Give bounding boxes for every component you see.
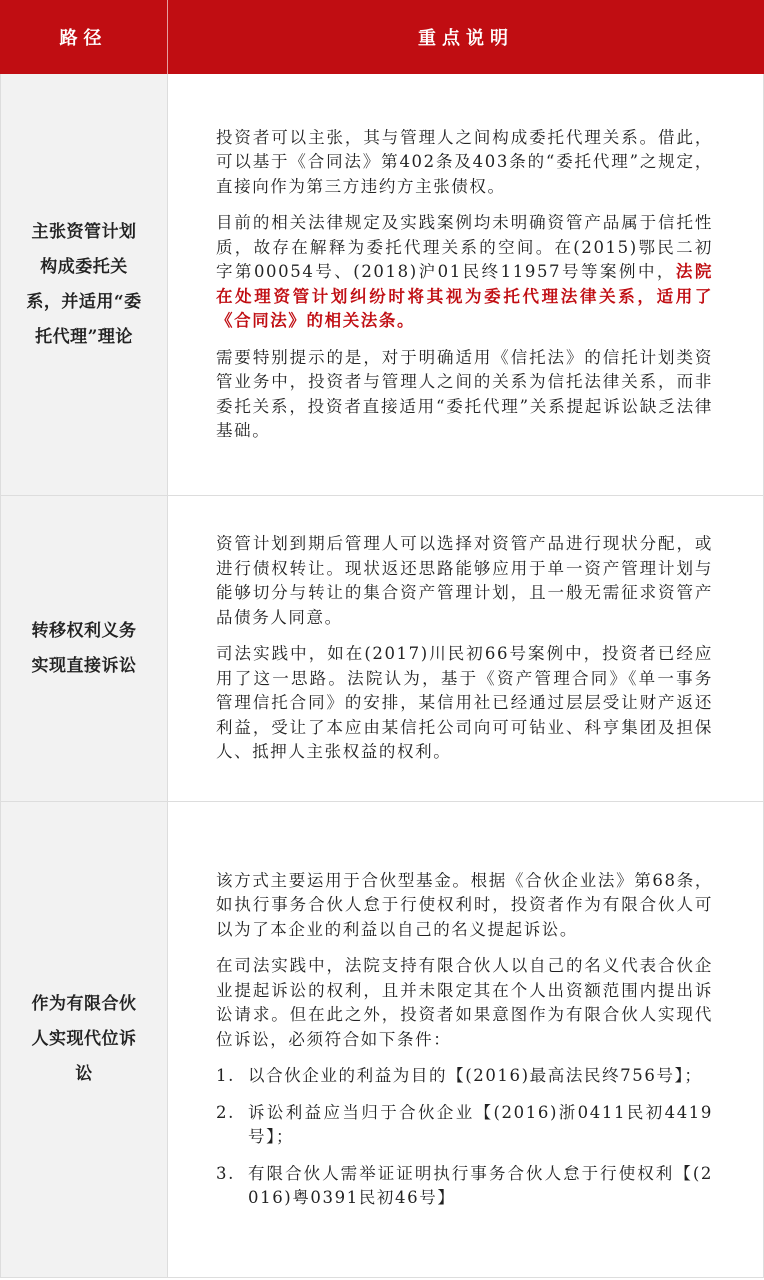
header-path: 路径 xyxy=(0,0,168,74)
path-label: 主张资管计划构成委托关系，并适用“委托代理”理论 xyxy=(26,221,142,347)
list-text: 有限合伙人需举证证明执行事务合伙人怠于行使权利【(2016)粤0391民初46号】 xyxy=(248,1163,713,1207)
description-cell xyxy=(168,802,763,1277)
paragraph: 司法实践中，如在(2017)川民初66号案例中，投资者已经应用了这一思路。法院认为，基于《资产管理合同》《单一事务管理信托合同》的安排，某信用社已经通过层层受让财产返还利益，受让了本应由某信托公司向可可钻业、科亨集团及担保人、抵押人主张权益的权利。 xyxy=(216,644,713,762)
list-item xyxy=(216,1101,713,1150)
highlight-text: 法院在处理资管计划纠纷时将其视为委托代理法律关系，适用了《合同法》的相关法条。 xyxy=(216,262,713,330)
table-row xyxy=(0,74,764,496)
table-header xyxy=(0,0,764,74)
list-number: 1. xyxy=(216,1066,235,1085)
list-number: 3. xyxy=(216,1163,235,1183)
list-text: 以合伙企业的利益为目的【(2016)最高法民终756号】； xyxy=(248,1066,703,1085)
header-description: 重点说明 xyxy=(418,28,514,49)
list-item xyxy=(216,1064,713,1089)
table-row xyxy=(0,802,764,1278)
path-cell xyxy=(1,74,168,495)
list-text: 诉讼利益应当归于合伙企业【(2016)浙0411民初4419号】； xyxy=(248,1102,713,1146)
paragraph: 在司法实践中，法院支持有限合伙人以自己的名义代表合伙企业提起诉讼的权利，且并未限定其在个人出资额范围内提出诉讼请求。但在此之外，投资者如果意图作为有限合伙人实现代位诉讼，必须符合如下条件： xyxy=(216,956,713,1049)
paragraph: 该方式主要运用于合伙型基金。根据《合伙企业法》第68条，如执行事务合伙人怠于行使权利时，投资者作为有限合伙人可以为了本企业的利益以自己的名义提起诉讼。 xyxy=(216,870,713,939)
paragraph: 需要特别提示的是，对于明确适用《信托法》的信托计划类资管业务中，投资者与管理人之间的关系为信托法律关系，而非委托关系，投资者直接适用“委托代理”关系提起诉讼缺乏法律基础。 xyxy=(216,347,713,440)
path-cell xyxy=(1,802,168,1277)
description-cell xyxy=(168,496,763,801)
table-row xyxy=(0,496,764,802)
list-item xyxy=(216,1162,713,1211)
list-number: 2. xyxy=(216,1102,235,1122)
paragraph: 资管计划到期后管理人可以选择对资管产品进行现状分配，或进行债权转让。现状返还思路能够应用于单一资产管理计划与能够切分与转让的集合资产管理计划，且一般无需征求资管产品债务人同意。 xyxy=(216,534,713,627)
paragraph: 目前的相关法律规定及实践案例均未明确资管产品属于信托性质，故存在解释为委托代理关系的空间。在(2015)鄂民二初字第00054号、(2018)沪01民终11957号等案例中，法院在处理资管计划纠纷时将其视为委托代理法律关系，适用了《合同法》的相关法条。 xyxy=(216,213,713,330)
description-cell xyxy=(168,74,763,495)
paragraph: 投资者可以主张，其与管理人之间构成委托代理关系。借此，可以基于《合同法》第402条及403条的“委托代理”之规定，直接向作为第三方违约方主张债权。 xyxy=(216,127,713,196)
path-label: 作为有限合伙人实现代位诉讼 xyxy=(31,994,137,1084)
path-cell xyxy=(1,496,168,801)
path-label: 转移权利义务实现直接诉讼 xyxy=(31,620,137,676)
